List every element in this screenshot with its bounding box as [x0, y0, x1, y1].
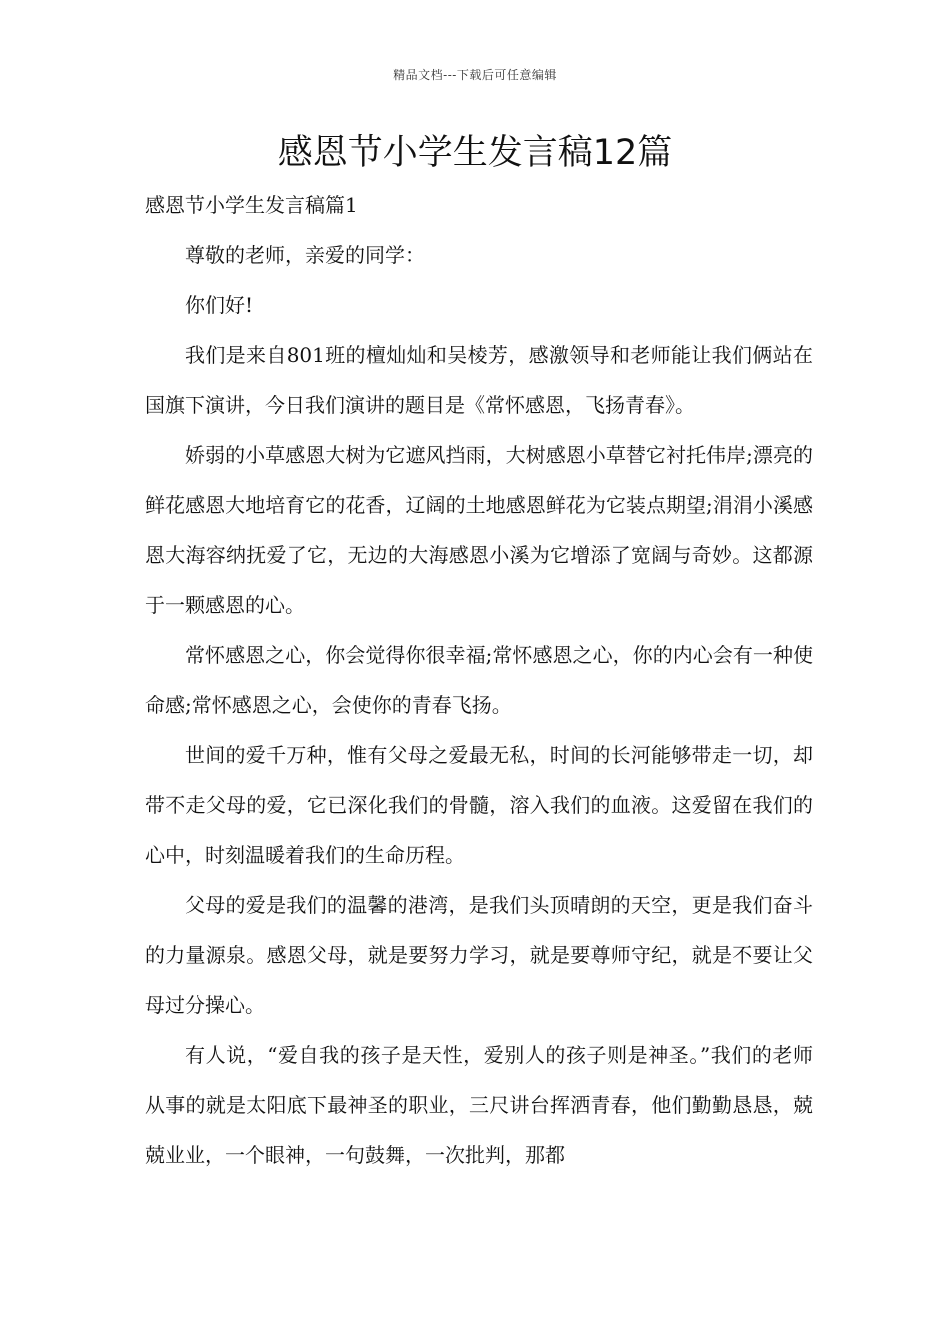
document-body: [145, 180, 813, 1180]
paragraph-greeting: 尊敬的老师，亲爱的同学：: [185, 243, 425, 267]
section-heading: 感恩节小学生发言稿篇1: [145, 193, 358, 217]
paragraph-parents-love: 世间的爱千万种，惟有父母之爱最无私，时间的长河能够带走一切，却带不走父母的爱，它已深化我们的骨髓，溶入我们的血液。这爱留在我们的心中，时刻温暖着我们的生命历程。: [145, 743, 813, 867]
paragraph-gratitude: 常怀感恩之心，你会觉得你很幸福;常怀感恩之心，你的内心会有一种使命感;常怀感恩之心，会使你的青春飞扬。: [145, 643, 813, 717]
paragraph-hello: 你们好!: [185, 293, 254, 317]
paragraph-parents-harbor: 父母的爱是我们的温馨的港湾，是我们头顶晴朗的天空，更是我们奋斗的力量源泉。感恩父母，就是要努力学习，就是要尊师守纪，就是不要让父母过分操心。: [145, 893, 813, 1017]
paragraph-nature: 娇弱的小草感恩大树为它遮风挡雨，大树感恩小草替它衬托伟岸;漂亮的鲜花感恩大地培育它的花香，辽阔的土地感恩鲜花为它装点期望;涓涓小溪感恩大海容纳抚爱了它，无边的大海感恩小溪为它增添了宽阔与奇妙。这都源于一颗感恩的心。: [145, 443, 813, 617]
header-note: 精品文档---下载后可任意编辑: [393, 68, 557, 82]
paragraph-teachers: 有人说，“爱自我的孩子是天性，爱别人的孩子则是神圣。”我们的老师从事的就是太阳底下最神圣的职业，三尺讲台挥洒青春，他们勤勤恳恳，兢兢业业，一个眼神，一句鼓舞，一次批判，那都: [145, 1043, 813, 1167]
paragraph-intro: 我们是来自801班的檀灿灿和吴棱芳，感激领导和老师能让我们俩站在国旗下演讲，今日我们演讲的题目是《常怀感恩，飞扬青春》。: [145, 343, 813, 417]
document-title: 感恩节小学生发言稿12篇: [277, 133, 673, 173]
